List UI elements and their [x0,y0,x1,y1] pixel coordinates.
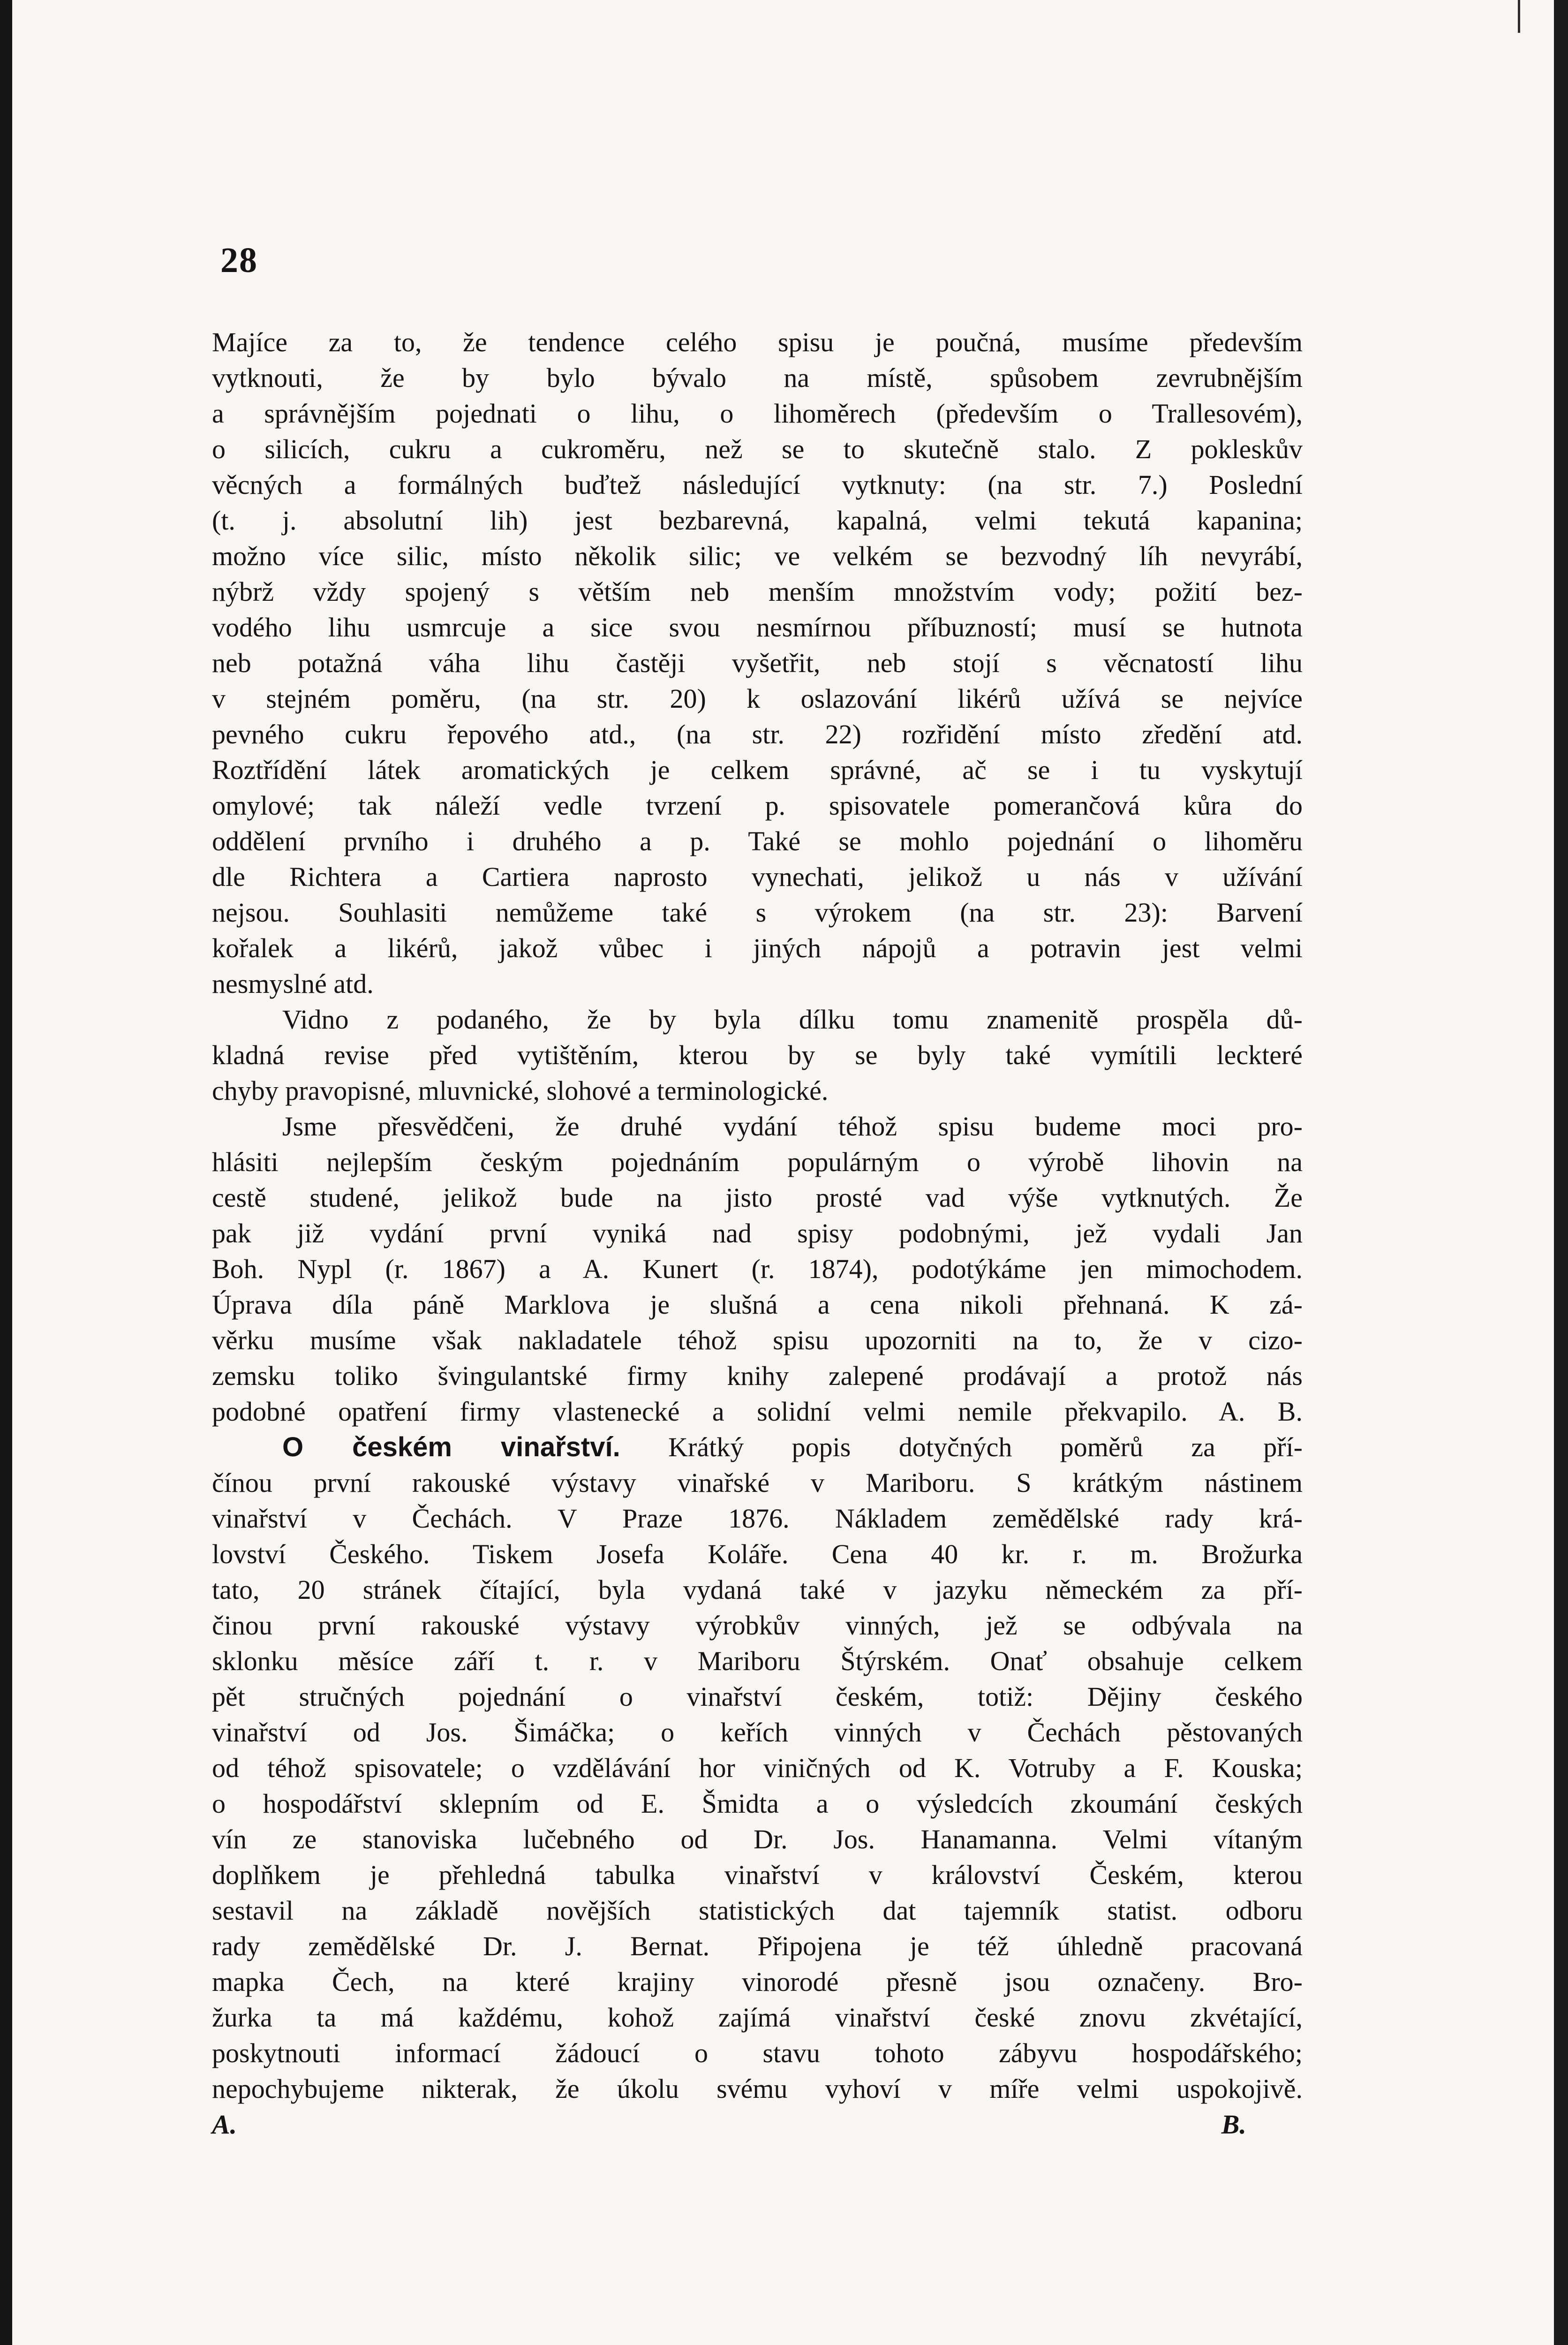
text-line: sestavil na základě novějších statistických dat tajemník statist. odboru [212,1895,1303,1926]
text-line: pak již vydání první vyniká nad spisy podobnými, jež vydali Jan [212,1218,1303,1248]
text-line: vytknouti, že by bylo bývalo na místě, spůsobem zevrubnějším [212,363,1303,393]
text-line: vinařství v Čechách. V Praze 1876. Nákladem zemědělské rady krá- [212,1503,1303,1534]
text-line: činou první rakouské výstavy výrobkův vinných, jež se odbývala na [212,1610,1303,1641]
text-line: věrku musíme však nakladatele téhož spisu upozorniti na to, že v cizo- [212,1325,1303,1355]
review-paragraph-3 [212,1109,1303,1430]
text-line: doplňkem je přehledná tabulka vinařství v království Českém, kterou [212,1860,1303,1890]
text-line: zemsku toliko švingulantské firmy knihy zalepené prodávají a protož nás [212,1361,1303,1391]
text-line: čínou první rakouské výstavy vinařské v Mariboru. S krátkým nástinem [212,1468,1303,1498]
text-line: Vidno z podaného, že by byla dílku tomu znamenitě prospěla dů- [282,1004,1303,1035]
page-number: 28 [220,241,258,280]
text-line: mapka Čech, na které krajiny vinorodé přesně jsou označeny. Bro- [212,1967,1303,1997]
text-line: vinařství od Jos. Šimáčka; o keřích vinných v Čechách pěstovaných [212,1717,1303,1747]
text-line: Úprava díla páně Marklova je slušná a cena nikoli přehnaná. K zá- [212,1289,1303,1320]
text-line: neb potažná váha lihu častěji vyšetřit, neb stojí s věcnatostí lihu [212,648,1303,678]
text-line: Jsme přesvědčeni, že druhé vydání téhož spisu budeme moci pro- [282,1111,1303,1142]
text-line: omylové; tak náleží vedle tvrzení p. spisovatele pomerančová kůra do [212,790,1303,821]
text-line: možno více silic, místo několik silic; ve velkém se bezvodný líh nevyrábí, [212,541,1303,571]
scan-border-left [0,0,12,2345]
article-text [212,325,1303,2142]
text-line: o silicích, cukru a cukroměru, než se to skutečně stalo. Z pokleskův [212,434,1303,464]
text-line: pevného cukru řepového atd., (na str. 22) rozřidění místo zředění atd. [212,719,1303,749]
text-line: věcných a formálných buďtež následující vytknuty: (na str. 7.) Poslední [212,469,1303,500]
text-line: v stejném poměru, (na str. 20) k oslazování likérů užívá se nejvíce [212,683,1303,714]
text-line: a správnějším pojednati o lihu, o lihoměrech (především o Trallesovém), [212,398,1303,429]
text-line: hlásiti nejlepším českým pojednáním populárným o výrobě lihovin na [212,1147,1303,1177]
review-paragraph-1 [212,325,1303,1002]
text-line: rady zemědělské Dr. J. Bernat. Připojena je též úhledně pracovaná [212,1931,1303,1961]
text-line: žurka ta má každému, kohož zajímá vinařství české znovu zkvétající, [212,2002,1303,2033]
text-line: chyby pravopisné, mluvnické, slohové a terminologické. [212,1075,829,1106]
text-line: od téhož spisovatele; o vzdělávání hor viničných od K. Votruby a F. Kouska; [212,1753,1303,1783]
text-line: Boh. Nypl (r. 1867) a A. Kunert (r. 1874), podotýkáme jen mimochodem. [212,1254,1303,1284]
text-line: kořalek a likérů, jakož vůbec i jiných nápojů a potravin jest velmi [212,933,1303,963]
text-line: Majíce za to, že tendence celého spisu je poučná, musíme především [212,327,1303,357]
text-line: dle Richtera a Cartiera naprosto vynechati, jelikož u nás v užívání [212,862,1303,892]
text-line: cestě studené, jelikož bude na jisto prosté vad výše vytknutých. Že [212,1182,1303,1213]
review-title: O českém vinařství. [282,1432,620,1462]
text-line: lovství Českého. Tiskem Josefa Koláře. Cena 40 kr. r. m. Brožurka [212,1539,1303,1569]
text-line: tato, 20 stránek čítající, byla vydaná také v jazyku německém za pří- [212,1574,1303,1605]
text-line: nýbrž vždy spojený s větším neb menším množstvím vody; požití bez- [212,576,1303,607]
scan-border-right [1554,0,1568,2345]
text-line: nesmyslné atd. [212,968,374,999]
text-line: Roztřídění látek aromatických je celkem správné, ač se i tu vyskytují [212,755,1303,785]
text-line [212,1430,1303,1465]
text-line: nejsou. Souhlasiti nemůžeme také s výrokem (na str. 23): Barvení [212,897,1303,928]
signature: A. B. [212,2109,1246,2140]
review-paragraph-4 [212,1430,1303,2107]
text-line: sklonku měsíce září t. r. v Mariboru Štýrském. Onať obsahuje celkem [212,1646,1303,1676]
text-line: podobné opatření firmy vlastenecké a solidní velmi nemile překvapilo. A. B. [212,1396,1303,1427]
text-line: kladná revise před vytištěním, kterou by se byly také vymítili leckteré [212,1040,1303,1070]
text-line: nepochybujeme nikterak, že úkolu svému vyhoví v míře velmi uspokojivě. [212,2073,1303,2104]
text-line-part: Krátký popis dotyčných poměrů za pří- [668,1432,1303,1462]
text-line: vodého lihu usmrcuje a sice svou nesmírnou příbuzností; musí se hutnota [212,612,1303,643]
text-line: (t. j. absolutní lih) jest bezbarevná, kapalná, velmi tekutá kapanina; [212,505,1303,536]
text-line: vín ze stanoviska lučebného od Dr. Jos. Hanamanna. Velmi vítaným [212,1824,1303,1854]
text-line: poskytnouti informací žádoucí o stavu tohoto zábyvu hospodářského; [212,2038,1303,2068]
text-line: oddělení prvního i druhého a p. Také se mohlo pojednání o lihoměru [212,826,1303,856]
review-paragraph-2 [212,1002,1303,1109]
text-line: o hospodářství sklepním od E. Šmidta a o výsledcích zkoumání českých [212,1788,1303,1819]
scan-edge-mark [1518,0,1520,33]
text-line: pět stručných pojednání o vinařství českém, totiž: Dějiny českého [212,1681,1303,1712]
